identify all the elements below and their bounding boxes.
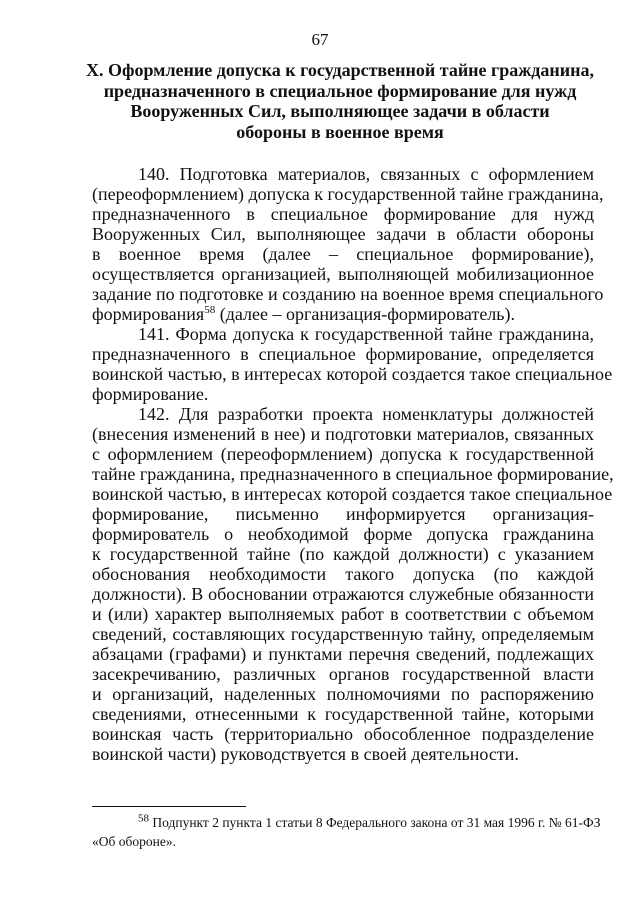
text-line: 140. Подготовка материалов, связанных с оформлением <box>138 164 594 184</box>
text-line: обоснования необходимости такого допуска (по каждой <box>92 564 594 584</box>
text-line: осуществляется организацией, выполняющей мобилизационное <box>92 264 594 284</box>
text-line: тайне гражданина, предназначенного в специальное формирование, <box>92 464 614 484</box>
footnote-number: 58 <box>138 812 149 825</box>
paragraph-140 <box>92 164 604 324</box>
text-line: 141. Форма допуска к государственной тайне гражданина, <box>138 324 594 344</box>
text-line: должности). В обосновании отражаются служебные обязанности <box>92 584 594 604</box>
text-line: «Об обороне». <box>92 834 176 849</box>
text-line: воинской части) руководствуется в своей деятельности. <box>92 744 519 764</box>
text-line: в военное время (далее – специальное формирование), <box>92 244 594 264</box>
page-number: 67 <box>311 30 329 49</box>
footnote-separator <box>92 806 246 807</box>
paragraph-141 <box>92 324 613 404</box>
footnote <box>92 812 601 851</box>
text-line <box>92 304 594 324</box>
text-line: воинской частью, в интересах которой создается такое специальное <box>92 484 613 504</box>
heading-line: обороны в военное время <box>236 121 444 142</box>
text-line: засекречиванию, различных органов государственной власти <box>92 664 594 684</box>
text-line: сведений, составляющих государственную тайну, определяемым <box>92 624 594 644</box>
text-line: воинская часть (территориально обособленное подразделение <box>92 724 594 744</box>
text-line: формирование. <box>92 384 209 404</box>
text-line: абзацами (графами) и пунктами перечня сведений, подлежащих <box>92 644 594 664</box>
text-line: 142. Для разработки проекта номенклатуры должностей <box>138 404 594 424</box>
text-line: воинской частью, в интересах которой создается такое специальное <box>92 364 613 384</box>
text-line: (внесения изменений в нее) и подготовки материалов, связанных <box>92 424 594 444</box>
section-heading <box>80 60 600 142</box>
text-line: (переоформлением) допуска к государственной тайне гражданина, <box>92 184 604 204</box>
text-line: предназначенного в специальное формирование, определяется <box>92 344 594 364</box>
text-line: к государственной тайне (по каждой должности) с указанием <box>92 544 594 564</box>
heading-line: предназначенного в специальное формирование для нужд <box>103 80 577 101</box>
text-fragment: формирования <box>92 304 205 324</box>
text-line: Вооруженных Сил, выполняющее задачи в области обороны <box>92 224 594 244</box>
text-line: задание по подготовке и созданию на военное время специального <box>92 284 604 304</box>
text-line: предназначенного в специальное формирование для нужд <box>92 204 594 224</box>
footnote-reference[interactable]: 58 <box>204 304 216 316</box>
document-body <box>92 164 614 764</box>
text-fragment: Подпункт 2 пункта 1 статьи 8 Федерального закона от 31 мая 1996 г. № 61-ФЗ <box>149 815 601 830</box>
heading-line: Вооруженных Сил, выполняющее задачи в области <box>130 101 550 121</box>
text-line: формирователь о необходимой форме допуска гражданина <box>92 524 594 544</box>
text-fragment: (далее – организация-формирователь). <box>215 304 515 324</box>
text-line: формирование, письменно информируется организация- <box>92 504 594 524</box>
heading-line: X. Оформление допуска к государственной тайне гражданина, <box>85 60 595 80</box>
paragraph-142 <box>92 404 614 764</box>
text-line: сведениями, отнесенными к государственной тайне, которыми <box>92 704 594 724</box>
text-line: с оформлением (переоформлением) допуска к государственной <box>92 444 594 464</box>
text-line: и организаций, наделенных полномочиями по распоряжению <box>92 684 594 704</box>
text-line: и (или) характер выполняемых работ в соответствии с объемом <box>92 604 594 624</box>
text-line <box>92 812 601 832</box>
